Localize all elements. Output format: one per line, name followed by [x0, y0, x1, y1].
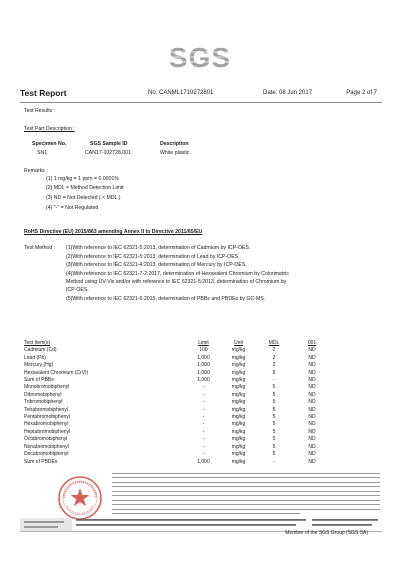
limit-value: -	[202, 443, 205, 450]
test-item: Pentabromobiphenyl	[24, 414, 70, 421]
company-seal-stamp	[56, 474, 104, 522]
test-item: Heptabromobiphenyl	[24, 428, 71, 435]
test-item: Tetrabromobiphenyl	[24, 406, 68, 413]
svg-text:SGS: SGS	[168, 42, 232, 72]
method-line: ICP-OES.	[66, 287, 89, 293]
mdl-value: 5	[272, 443, 276, 450]
report-header	[20, 88, 380, 102]
specimen-no: SN1	[37, 150, 48, 156]
remarks-label: Remarks :	[24, 168, 48, 174]
result-value: ND	[308, 443, 316, 450]
sgs-logo-graphic	[162, 42, 238, 72]
test-item: Decabromobiphenyl	[24, 451, 69, 458]
results-row	[24, 407, 332, 414]
mdl-value: 5	[272, 414, 276, 421]
mdl-value: 5	[272, 451, 276, 458]
method-line: (1)With reference to IEC 62321-5:2013, determination of Cadmium by ICP-OES.	[66, 245, 251, 251]
result-value: ND	[308, 347, 316, 354]
limit-value: -	[202, 428, 205, 435]
test-item: Octabromobiphenyl	[24, 436, 68, 443]
test-item: Tribromobiphenyl	[24, 399, 63, 406]
unit-value: mg/kg	[231, 377, 246, 384]
results-row	[24, 436, 332, 443]
remark-line: (4) "-" = Not Regulated	[46, 205, 99, 211]
col-mdl: MDL	[268, 340, 280, 346]
result-value: ND	[308, 354, 316, 361]
unit-value: mg/kg	[231, 458, 246, 465]
mdl-value: 5	[272, 391, 276, 398]
address-footer	[20, 518, 382, 530]
header-rule	[20, 102, 382, 103]
unit-value: mg/kg	[231, 451, 246, 458]
test-item: Mercury (Hg)	[24, 362, 54, 369]
result-value: ND	[308, 414, 316, 421]
results-header-row	[24, 340, 332, 347]
result-value: ND	[308, 369, 316, 376]
mdl-value: 8	[272, 369, 276, 376]
result-value: ND	[308, 384, 316, 391]
results-row	[24, 392, 332, 399]
results-row	[24, 355, 332, 362]
page-indicator: Page 2 of 7	[346, 90, 377, 96]
report-title: Test Report	[20, 88, 67, 98]
result-value: ND	[308, 436, 316, 443]
remark-line: (2) MDL = Method Detection Limit	[46, 185, 124, 191]
unit-value: mg/kg	[231, 362, 246, 369]
method-line: (2)With reference to IEC 62321-5:2013, determination of Lead by ICP-OES.	[66, 254, 240, 260]
test-item: Hexabromobiphenyl	[24, 421, 69, 428]
result-value: ND	[308, 458, 316, 465]
test-item: Cadmium (Cd)	[24, 347, 57, 354]
limit-value: -	[202, 421, 205, 428]
limit-value: -	[202, 414, 205, 421]
test-item: Monobromobiphenyl	[24, 384, 70, 391]
result-value: ND	[308, 377, 316, 384]
unit-value: mg/kg	[231, 443, 246, 450]
unit-value: mg/kg	[231, 399, 246, 406]
limit-value: -	[202, 436, 205, 443]
sgs-group-membership: Member of the SGS Group (SGS SA)	[285, 530, 368, 536]
unit-value: mg/kg	[231, 436, 246, 443]
mdl-value: 5	[272, 384, 276, 391]
result-value: ND	[308, 451, 316, 458]
unit-value: mg/kg	[231, 406, 246, 413]
mdl-value: 2	[272, 354, 276, 361]
mdl-value: 5	[272, 436, 276, 443]
limit-value: -	[202, 384, 205, 391]
mdl-value: -	[273, 377, 275, 384]
description-header: Description	[160, 141, 189, 147]
limit-value: -	[202, 391, 205, 398]
limit-value: -	[202, 451, 205, 458]
test-results-label: Test Results :	[24, 108, 56, 114]
test-item: Hexavalent Chromium (CrVI)	[24, 369, 89, 376]
results-row	[24, 384, 332, 391]
mdl-value: 2	[272, 362, 276, 369]
specimen-no-header: Specimen No.	[32, 141, 67, 147]
test-part-label: Test Part Description :	[24, 126, 75, 132]
method-line: Method using UV-Vis and/or with reference to IEC 62321-5:2013, determination of Chromium by	[66, 279, 287, 285]
limit-value: -	[202, 406, 205, 413]
result-value: ND	[308, 421, 316, 428]
unit-value: mg/kg	[231, 414, 246, 421]
method-line: (5)With reference to IEC 62321-6:2015, determination of PBBs and PBDEs by GC-MS.	[66, 296, 266, 302]
method-line: (3)With reference to IEC 62321-4:2013, determination of Mercury by ICP-OES.	[66, 262, 247, 268]
terms-fine-print	[112, 470, 380, 515]
results-row	[24, 444, 332, 451]
sample-id-header: SGS Sample ID	[90, 141, 128, 147]
results-row	[24, 429, 332, 436]
limit-value: 1,000	[197, 458, 210, 465]
unit-value: mg/kg	[231, 384, 246, 391]
sample-description: White plastic	[160, 150, 190, 156]
results-row	[24, 370, 332, 377]
sgs-logo	[162, 42, 238, 72]
remark-line: (3) ND = Not Detected ( < MDL )	[46, 195, 121, 201]
results-row	[24, 459, 332, 466]
col-result-001: 001	[307, 340, 317, 346]
unit-value: mg/kg	[231, 354, 246, 361]
remark-line: (1) 1 mg/kg = 1 ppm = 0.0001%	[46, 176, 119, 182]
result-value: ND	[308, 391, 316, 398]
mdl-value: 5	[272, 406, 276, 413]
sample-id: CAN17-102728.001	[85, 150, 131, 156]
limit-value: -	[202, 399, 205, 406]
method-line: (4)With reference to IEC 62321-7-2:2017, determination of Hexavalent Chromium by Colorimetric	[66, 271, 289, 277]
results-row	[24, 421, 332, 428]
report-number: No. CANML1710272801	[148, 90, 214, 96]
mdl-value: 5	[272, 399, 276, 406]
results-row	[24, 347, 332, 354]
col-unit: Unit	[234, 340, 243, 346]
results-table	[24, 340, 332, 466]
result-value: ND	[308, 362, 316, 369]
mdl-value: 5	[272, 428, 276, 435]
results-row	[24, 362, 332, 369]
results-row	[24, 451, 332, 458]
result-value: ND	[308, 428, 316, 435]
test-item: Dibromobiphenyl	[24, 391, 62, 398]
report-date: Date: 08 Jun 2017	[263, 90, 313, 96]
limit-value: 1,000	[197, 369, 210, 376]
test-item: Sum of PBDEs	[24, 458, 58, 465]
results-row	[24, 399, 332, 406]
mdl-value: 5	[272, 421, 276, 428]
test-method-label: Test Method :	[24, 245, 56, 251]
limit-value: 1,000	[197, 377, 210, 384]
unit-value: mg/kg	[231, 421, 246, 428]
unit-value: mg/kg	[231, 428, 246, 435]
limit-value: 1,000	[197, 362, 210, 369]
unit-value: mg/kg	[231, 347, 246, 354]
result-value: ND	[308, 399, 316, 406]
mdl-value: -	[273, 458, 275, 465]
test-item: Nonabromobiphenyl	[24, 443, 69, 450]
unit-value: mg/kg	[231, 369, 246, 376]
col-test-items: Test Item(s)	[24, 340, 51, 346]
unit-value: mg/kg	[231, 391, 246, 398]
test-item: Lead (Pb)	[24, 354, 46, 361]
limit-value: 1,000	[197, 354, 210, 361]
directive-title: RoHS Directive (EU) 2015/863 amending Annex II to Directive 2011/65/EU	[24, 229, 203, 235]
mdl-value: 2	[272, 347, 276, 354]
test-item: Sum of PBBs	[24, 377, 54, 384]
limit-value: 100	[199, 347, 208, 354]
results-row	[24, 377, 332, 384]
col-limit: Limit	[198, 340, 209, 346]
results-row	[24, 414, 332, 421]
result-value: ND	[308, 406, 316, 413]
